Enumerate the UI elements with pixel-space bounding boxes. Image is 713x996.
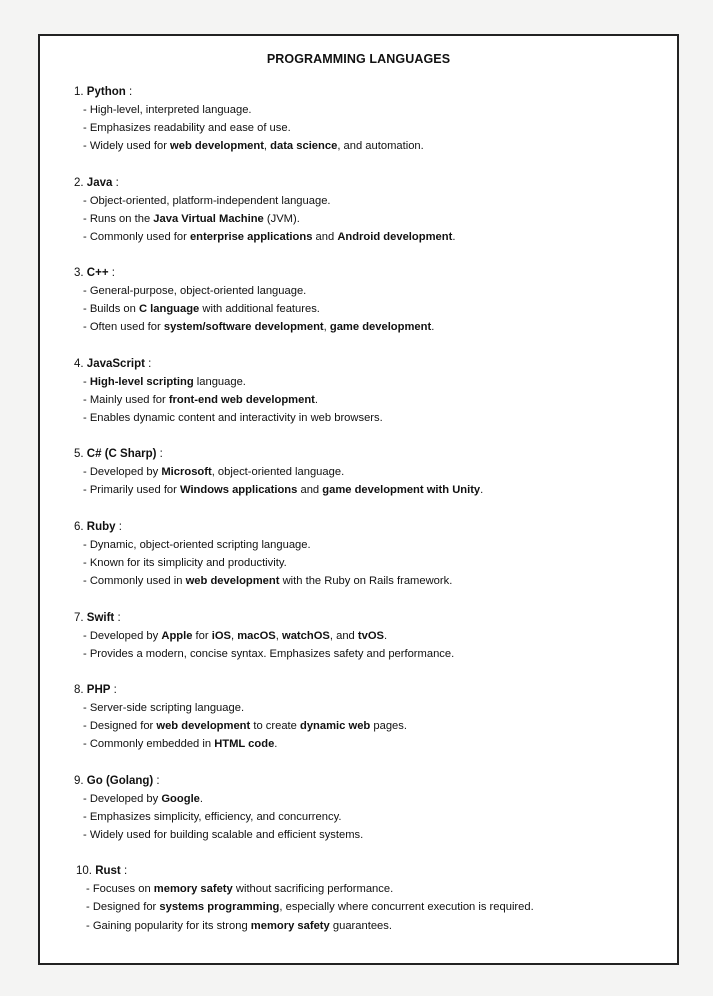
language-heading (74, 264, 674, 282)
heading-colon: : (108, 267, 115, 280)
bullet-text: with additional features. (199, 303, 320, 316)
bullet-text: - Runs on the (83, 212, 154, 225)
bullet-text: - Developed by (83, 629, 162, 642)
section-number: 1. (74, 86, 87, 98)
language-section (74, 518, 674, 609)
bullet-text: - Enables dynamic content and interactivity in web browsers. (83, 411, 383, 424)
bullet-text: - Designed for (83, 720, 157, 733)
bullet-item (74, 391, 674, 409)
bullet-text: - Developed by (83, 792, 162, 805)
bullet-text: language. (193, 375, 246, 388)
bold-term: Google (161, 792, 200, 805)
language-section (74, 264, 674, 355)
bullet-list (74, 192, 674, 246)
bullet-list (74, 699, 674, 753)
bold-term: systems programming (159, 901, 280, 914)
bullet-text: , especially where concurrent execution is required. (279, 901, 534, 914)
language-section (74, 174, 674, 265)
bullet-text: - Primarily used for (83, 484, 180, 497)
bullet-text: . (452, 230, 456, 243)
bullet-text: - Focuses on (86, 883, 154, 896)
bullet-text: - Mainly used for (83, 393, 169, 406)
bold-term: system/software development (163, 321, 324, 334)
bullet-text: , (263, 140, 271, 153)
heading-colon: : (112, 176, 119, 189)
bold-term: Android development (337, 230, 453, 243)
bullet-text: , (231, 629, 238, 642)
bullet-text: . (480, 484, 484, 497)
heading-colon: : (144, 357, 152, 370)
language-heading (74, 174, 674, 192)
bullet-list (74, 282, 674, 336)
bullet-text: (JVM). (263, 212, 300, 225)
bullet-item (74, 373, 674, 391)
bold-term: watchOS (282, 629, 330, 642)
bullet-item (74, 808, 674, 826)
bullet-text: - (83, 375, 90, 388)
language-section (74, 862, 674, 953)
bold-term: game development with Unity (322, 484, 481, 497)
section-number: 3. (74, 267, 87, 280)
section-number: 9. (74, 774, 87, 787)
bullet-item (74, 735, 674, 753)
bullet-item (74, 282, 674, 300)
bullet-item (74, 572, 674, 590)
bullet-text: , and (329, 629, 358, 642)
bullet-text: - Emphasizes readability and ease of use. (83, 122, 291, 135)
language-heading (74, 862, 674, 880)
bullet-text: - Commonly used for (83, 230, 190, 243)
document-title: PROGRAMMING LANGUAGES (266, 52, 451, 66)
bold-term: web development (156, 720, 251, 733)
language-section (74, 609, 674, 682)
bullet-text: . (314, 393, 318, 406)
bullet-text: - Gaining popularity for its strong (86, 919, 251, 932)
bullet-list (74, 536, 674, 590)
language-name: PHP (86, 684, 111, 697)
bullet-text: to create (250, 720, 300, 733)
bullet-text: - Dynamic, object-oriented scripting language. (83, 538, 311, 551)
bullet-item (74, 790, 674, 808)
bullet-item (74, 645, 674, 663)
bullet-item (74, 554, 674, 572)
bullet-text: , and automation. (337, 140, 424, 153)
section-number: 5. (74, 448, 87, 461)
bullet-text: without sacrificing performance. (232, 883, 394, 896)
bullet-item (74, 481, 674, 499)
bold-term: Windows applications (179, 484, 298, 497)
bullet-item (74, 210, 674, 228)
bullet-text: - Often used for (83, 321, 164, 334)
language-heading (74, 609, 674, 627)
bold-term: data science (270, 140, 338, 153)
bold-term: C language (138, 303, 200, 316)
bold-term: web development (185, 575, 280, 588)
bullet-item (74, 826, 674, 844)
language-heading (74, 518, 674, 536)
bullet-text: - Commonly used in (83, 575, 186, 588)
bold-term: iOS (211, 629, 231, 642)
bullet-list (74, 880, 674, 934)
language-name: Go (Golang) (86, 774, 154, 787)
bullet-item (74, 463, 674, 481)
bullet-list (74, 373, 674, 427)
bullet-text: - Known for its simplicity and productivity. (83, 557, 287, 570)
bullet-item (74, 137, 674, 155)
bold-term: macOS (237, 629, 276, 642)
language-name: Swift (86, 611, 115, 624)
bullet-text: - Object-oriented, platform-independent language. (83, 194, 331, 207)
language-heading (74, 445, 674, 463)
bullet-text: . (274, 738, 278, 751)
bold-term: memory safety (250, 919, 330, 932)
bullet-text: - Widely used for (83, 140, 171, 153)
language-section (74, 83, 674, 174)
language-section (74, 355, 674, 446)
language-section (74, 681, 674, 772)
bullet-item (74, 717, 674, 735)
section-number: 4. (74, 357, 87, 370)
document-page (38, 34, 679, 965)
bullet-item (74, 228, 674, 246)
bullet-text: - Commonly embedded in (83, 738, 215, 751)
section-number: 2. (74, 176, 87, 189)
heading-colon: : (120, 865, 128, 878)
section-number: 8. (74, 684, 87, 697)
bold-term: web development (170, 140, 264, 153)
heading-colon: : (156, 448, 163, 461)
language-name: Python (86, 86, 126, 98)
section-number: 10. (76, 865, 96, 878)
language-heading (74, 355, 674, 373)
language-name: Ruby (86, 520, 116, 533)
language-name: C# (C Sharp) (86, 448, 157, 461)
bullet-text: - Emphasizes simplicity, efficiency, and concurrency. (83, 810, 342, 823)
bullet-text: and (297, 484, 323, 497)
bullet-item (74, 192, 674, 210)
bullet-item (74, 300, 674, 318)
bullet-text: - Widely used for building scalable and efficient systems. (83, 828, 364, 841)
bold-term: front-end web development (168, 393, 315, 406)
bullet-text: for (192, 629, 212, 642)
bullet-list (74, 790, 674, 844)
bullet-text: . (199, 792, 204, 805)
bold-term: game development (329, 321, 432, 334)
bullet-text: - Designed for (86, 901, 160, 914)
bullet-text: - Server-side scripting language. (83, 702, 245, 715)
language-name: Java (86, 176, 113, 189)
language-list (74, 83, 674, 953)
language-name: Rust (95, 865, 121, 878)
language-section (74, 772, 674, 863)
bullet-item (74, 409, 674, 427)
language-heading (74, 83, 674, 101)
bullet-item (74, 898, 674, 916)
bullet-item (74, 627, 674, 645)
bullet-text: - Developed by (83, 466, 162, 479)
section-number: 6. (74, 520, 87, 533)
bullet-list (74, 463, 674, 499)
language-section (74, 445, 674, 518)
bullet-text: - High-level, interpreted language. (83, 104, 252, 116)
bold-term: Microsoft (161, 466, 212, 479)
bullet-text: . (384, 629, 388, 642)
heading-colon: : (115, 520, 122, 533)
bullet-list (74, 627, 674, 663)
bullet-item (74, 536, 674, 554)
bullet-text: . (431, 321, 435, 334)
bold-term: High-level scripting (89, 375, 194, 388)
heading-colon: : (114, 611, 121, 624)
language-name: JavaScript (86, 357, 145, 370)
bullet-text: , (323, 321, 330, 334)
bullet-text: pages. (370, 720, 407, 733)
bullet-text: - General-purpose, object-oriented language. (83, 285, 307, 298)
bullet-text: , (275, 629, 282, 642)
bullet-item (74, 880, 674, 898)
bullet-item (74, 318, 674, 336)
heading-colon: : (110, 684, 117, 697)
bullet-item (74, 917, 674, 935)
heading-colon: : (125, 86, 133, 98)
bullet-text: with the Ruby on Rails framework. (279, 575, 453, 588)
language-name: C++ (86, 267, 109, 280)
bullet-item (74, 699, 674, 717)
bullet-text: - Provides a modern, concise syntax. Emphasizes safety and performance. (83, 647, 455, 660)
bold-term: dynamic web (300, 720, 371, 733)
bold-term: tvOS (357, 629, 384, 642)
language-heading (74, 772, 674, 790)
bullet-item (74, 101, 674, 119)
section-number: 7. (74, 611, 87, 624)
language-heading (74, 681, 674, 699)
bold-term: HTML code (214, 738, 275, 751)
bold-term: memory safety (153, 883, 233, 896)
bold-term: Java Virtual Machine (153, 212, 264, 225)
heading-colon: : (153, 774, 160, 787)
bullet-text: - Builds on (83, 303, 139, 316)
bullet-text: guarantees. (329, 919, 392, 932)
bullet-text: and (312, 230, 338, 243)
bullet-text: , object-oriented language. (211, 466, 345, 479)
bold-term: enterprise applications (189, 230, 313, 243)
bold-term: Apple (161, 629, 193, 642)
bullet-list (74, 101, 674, 155)
bullet-item (74, 119, 674, 137)
